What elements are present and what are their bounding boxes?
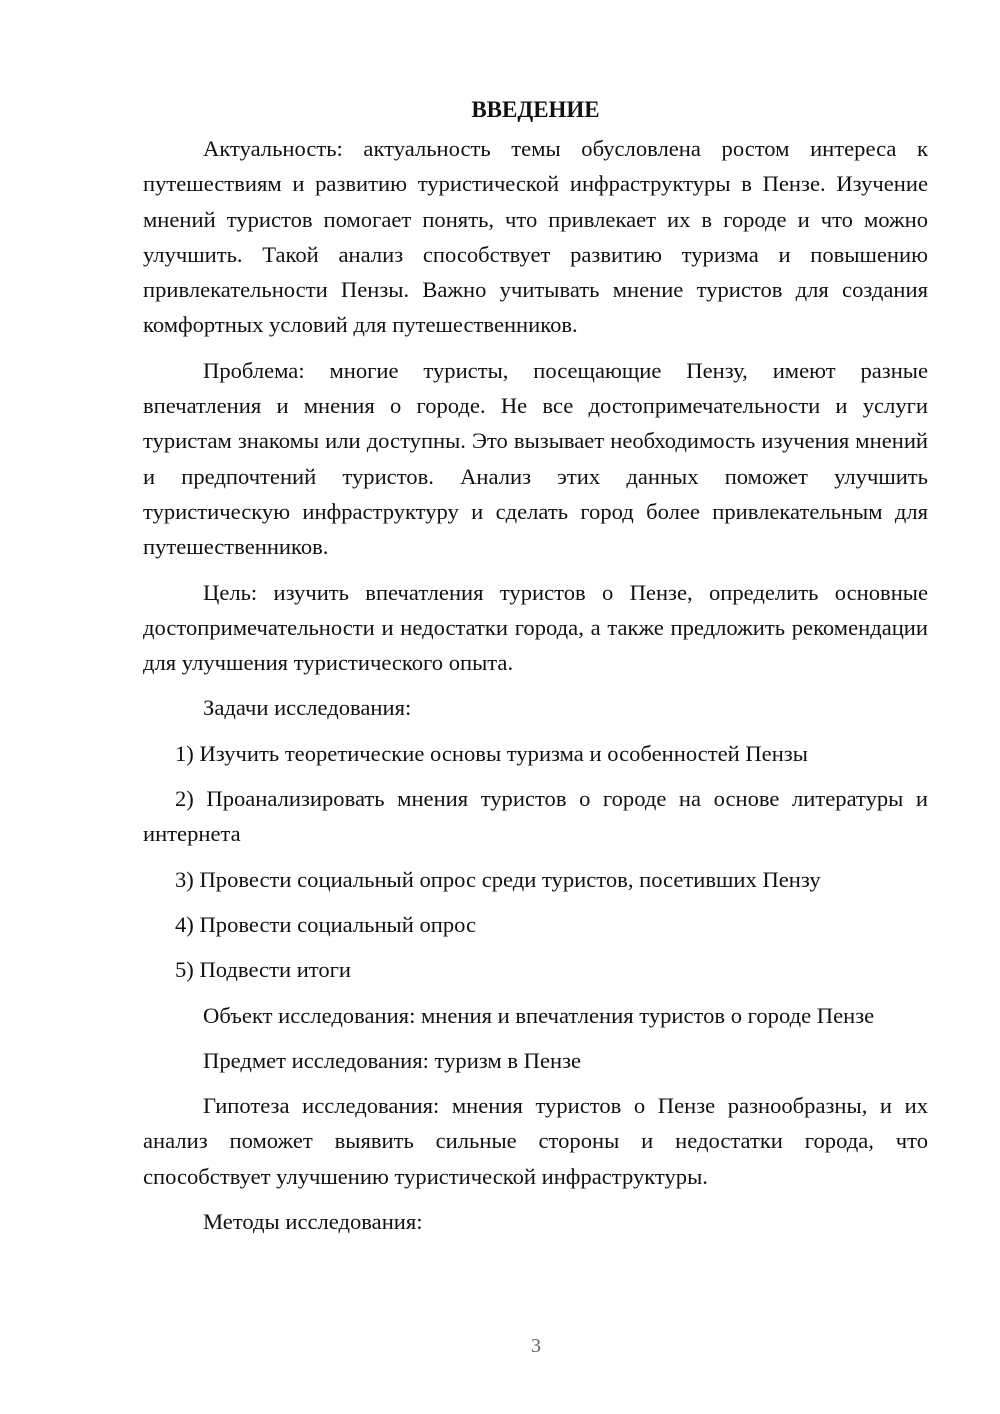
page-number: 3 — [531, 1335, 541, 1357]
task-item-2: 2) Проанализировать мнения туристов о городе на основе литературы и интернета — [143, 786, 928, 847]
document-page — [143, 92, 928, 1249]
paragraph-hypothesis: Гипотеза исследования: мнения туристов о Пензе разнообразны, и их анализ поможет выявить сильные стороны и недостатки города, что способствует улучшению туристической инфраструктуры. — [143, 1093, 928, 1189]
paragraph-relevance: Актуальность: актуальность темы обусловлена ростом интереса к путешествиям и развитию туристической инфраструктуры в Пензе. Изучение мнений туристов помогает понять, что привлекает их в городе и что можно улучшить. Такой анализ способствует развитию туризма и повышению привлекательности Пензы. Важно учитывать мнение туристов для создания комфортных условий для путешественников. — [143, 136, 928, 338]
paragraph-subject: Предмет исследования: туризм в Пензе — [203, 1047, 582, 1073]
paragraph-object: Объект исследования: мнения и впечатления туристов о городе Пензе — [203, 1002, 875, 1028]
methods-heading: Методы исследования: — [203, 1209, 423, 1235]
paragraph-goal: Цель: изучить впечатления туристов о Пензе, определить основные достопримечательности и недостатки города, а также предложить рекомендации для улучшения туристического опыта. — [143, 579, 928, 676]
task-item-1: 1) Изучить теоретические основы туризма и особенностей Пензы — [175, 740, 808, 766]
task-item-3: 3) Провести социальный опрос среди туристов, посетивших Пензу — [175, 866, 821, 892]
task-item-5: 5) Подвести итоги — [175, 957, 352, 983]
document-title: ВВЕДЕНИЕ — [471, 97, 600, 122]
paragraph-problem: Проблема: многие туристы, посещающие Пензу, имеют разные впечатления и мнения о городе. Не все достопримечательности и услуги туристам знакомы или доступны. Это вызывает необходимость изучения мнений и предпочтений туристов. Анализ этих данных поможет улучшить туристическую инфраструктуру и сделать город более привлекательным для путешественников. — [143, 357, 928, 560]
task-item-4: 4) Провести социальный опрос — [175, 911, 477, 937]
tasks-heading: Задачи исследования: — [203, 695, 412, 721]
